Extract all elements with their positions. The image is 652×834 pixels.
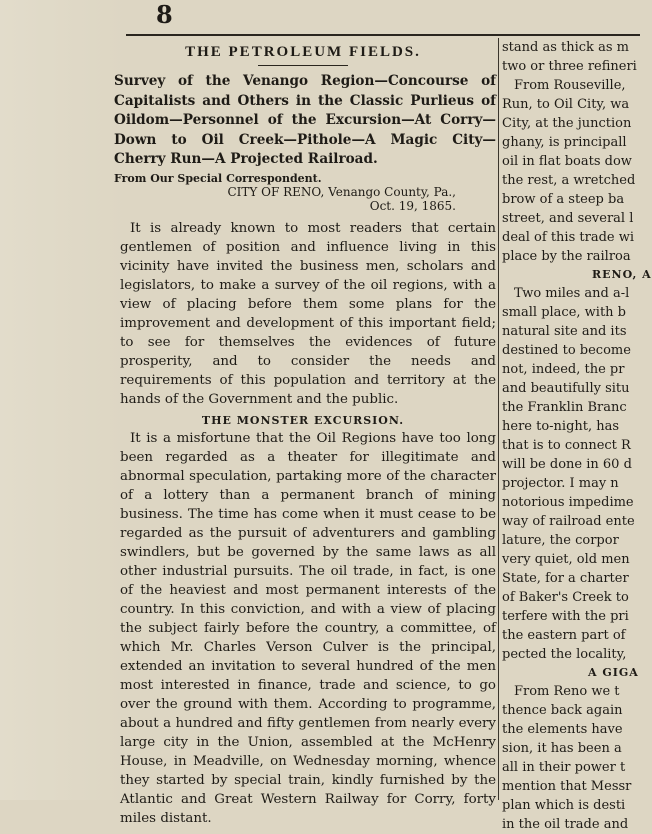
column-line: of Baker's Creek to — [502, 590, 629, 605]
column-line: From Rouseville, — [514, 78, 626, 93]
column-line: destined to become — [502, 343, 631, 358]
column-line: that is to connect R — [502, 438, 631, 453]
column-line: lature, the corpor — [502, 533, 619, 548]
dateline-date: Oct. 19, 1865. — [369, 198, 456, 213]
column-line: oil in flat boats dow — [502, 154, 632, 169]
section-heading-giga: A GIGA — [588, 666, 639, 679]
column-line: Run, to Oil City, wa — [502, 97, 630, 112]
column-line: the rest, a wretched — [502, 173, 636, 188]
column-line: ghany, is principall — [502, 135, 627, 150]
column-line: From Reno we t — [514, 684, 620, 699]
column-line: very quiet, old men — [502, 552, 630, 567]
column-line: here to-night, has — [502, 419, 620, 434]
right-lines-c — [502, 682, 640, 834]
column-line: pected the locality, — [502, 647, 627, 662]
right-lines-a — [502, 38, 640, 266]
header-rule — [126, 34, 640, 36]
right-lines-b — [502, 284, 640, 664]
column-line: Two miles and a-l — [514, 286, 630, 301]
article-byline: From Our Special Correspondent. — [114, 171, 322, 185]
column-line: street, and several l — [502, 211, 634, 226]
column-line: City, at the junction — [502, 116, 632, 131]
column-divider — [498, 38, 499, 800]
page-margin — [0, 0, 126, 800]
article-headline: THE PETROLEUM FIELDS. — [185, 44, 421, 60]
column-line: brow of a steep ba — [502, 192, 625, 207]
column-line: sion, it has been a — [502, 741, 622, 756]
column-line: place by the railroa — [502, 249, 631, 264]
column-line: will be done in 60 d — [502, 457, 632, 472]
section-heading: THE MONSTER EXCURSION. — [201, 413, 405, 427]
column-line: way of railroad ente — [502, 514, 635, 529]
column-line: the eastern part of — [502, 628, 626, 643]
intro-paragraph: It is already known to most readers that certain gentlemen of position and influence living in this vicinity have invited the business men, scholars and legislators, to make a survey of the oil regions, with a view of placing before them some plans for the improvement and development of this important field; to see for themselves the evidences of future prosperity, and to consider the needs and requirements of this population and territory at the hands of the Government and the public. — [120, 220, 496, 407]
section-heading-reno: RENO, A — [592, 268, 652, 281]
column-line: and beautifully situ — [502, 381, 630, 396]
column-line: notorious impedime — [502, 495, 634, 510]
column-line: terfere with the pri — [502, 609, 629, 624]
column-line: two or three refineri — [502, 59, 637, 74]
section-paragraph: It is a misfortune that the Oil Regions have too long been regarded as a theater for illegitimate and abnormal speculation, partaking more of the character of a lottery than a permanent branch of mining business. The time has come when it must cease to be regarded as the pursuit of adventurers and gambling swindlers, but be governed by the same laws as all other industrial pursuits. The oil trade, in fact, is one of the heaviest and most permanent interests of the country. In this conviction, and with a view of placing the subject fairly before the country, a committee, of which Mr. Charles Verson Culver is the principal, extended an invitation to several hundred of the men most interested in finance, trade and science, to go over the ground with them. According to programme, about a hundred and fifty gentlemen from nearly every large city in the Union, assembled at the McHenry House, in Meadville, on Wednesday morning, whence they started by special train, kindly furnished by the Atlantic and Great Western Railway for Corry, forty miles distant. — [120, 430, 496, 826]
column-line: State, for a charter — [502, 571, 629, 586]
column-line: projector. I may n — [502, 476, 619, 491]
column-line: small place, with b — [502, 305, 627, 320]
column-line: plan which is desti — [502, 798, 626, 813]
column-line: mention that Messr — [502, 779, 632, 794]
article-column — [110, 38, 496, 828]
column-line: the Franklin Branc — [502, 400, 627, 415]
headline-rule — [258, 65, 348, 66]
column-line: the elements have — [502, 722, 623, 737]
dateline-place: CITY OF RENO, Venango County, Pa., — [227, 184, 456, 199]
column-line: natural site and its — [502, 324, 627, 339]
column-line: thence back again — [502, 703, 623, 718]
article-subhead: Survey of the Venango Region—Concourse of Capitalists and Others in the Classic Purlieus of Oildom—Personnel of the Excursion—At Corry—Down to Oil Creek—Pithole—A Magic City—Cherry Run—A Projected Railroad. — [114, 73, 496, 167]
column-line: stand as thick as m — [502, 40, 629, 55]
column-line: deal of this trade wi — [502, 230, 635, 245]
column-line: not, indeed, the pr — [502, 362, 625, 377]
column-line: all in their power t — [502, 760, 626, 775]
column-line: in the oil trade and — [502, 817, 629, 832]
adjacent-column — [502, 38, 652, 834]
page-number: 8 — [156, 0, 174, 29]
